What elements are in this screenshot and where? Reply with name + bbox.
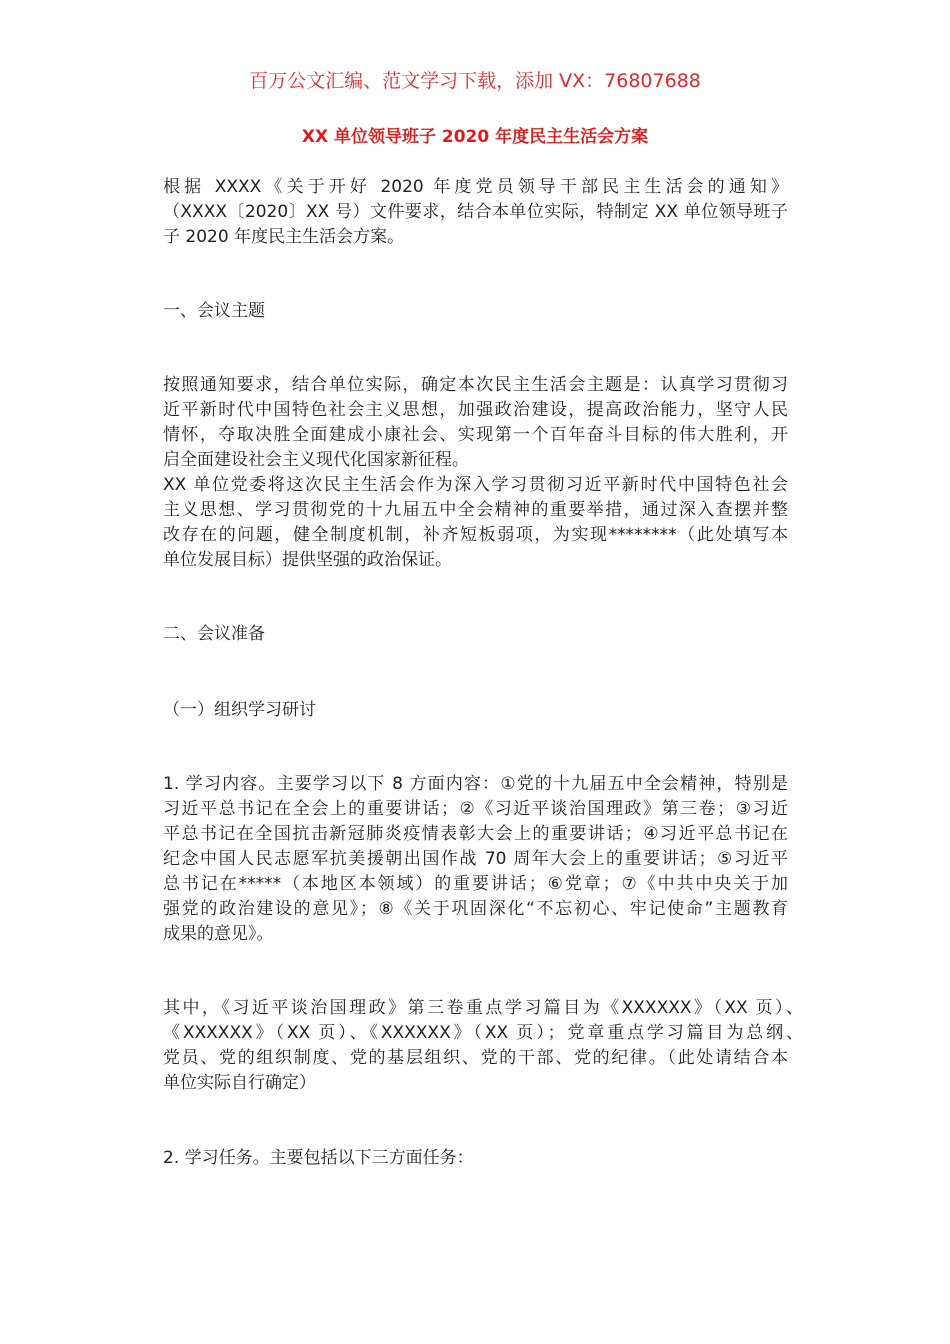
- text-line: 情怀，夺取决胜全面建成小康社会、实现第一个百年奋斗目标的伟大胜利，开: [163, 425, 788, 445]
- text-line: 1. 学习内容。主要学习以下 8 方面内容：①党的十九届五中全会精神，特别是: [163, 774, 788, 794]
- study-task-paragraph: 2. 学习任务。主要包括以下三方面任务：: [163, 1148, 474, 1168]
- text-line: 启全面建设社会主义现代化国家新征程。: [163, 450, 469, 470]
- text-line: 总书记在*****（本地区本领域）的重要讲话；⑥党章；⑦《中共中央关于加: [163, 874, 788, 894]
- document-title: XX 单位领导班子 2020 年度民主生活会方案: [301, 127, 649, 147]
- text-line: 党员、党的组织制度、党的基层组织、党的干部、党的纪律。（此处请结合本: [163, 1048, 788, 1068]
- text-line: 近平新时代中国特色社会主义思想，加强政治建设，提高政治能力，坚守人民: [163, 400, 788, 420]
- text-line: 改存在的问题，健全制度机制，补齐短板弱项，为实现********（此处填写本: [163, 525, 788, 545]
- section-heading-preparation: 二、会议准备: [163, 624, 265, 644]
- text-line: 《XXXXXX》（XX 页）、《XXXXXX》（XX 页）；党章重点学习篇目为总纲、: [163, 1023, 803, 1043]
- intro-paragraph: [163, 175, 788, 250]
- text-line: 强党的政治建设的意见》；⑧《关于巩固深化“不忘初心、牢记使命”主题教育: [163, 899, 788, 919]
- text-line: 根据 XXXX《关于开好 2020 年度党员领导干部民主生活会的通知》: [163, 177, 788, 197]
- text-line: 主义思想、学习贯彻党的十九届五中全会精神的重要举措，通过深入查摆并整: [163, 500, 788, 520]
- text-line: 单位实际自行确定）: [163, 1073, 316, 1093]
- download-banner: 百万公文汇编、范文学习下载，添加 VX：76807688: [249, 70, 701, 92]
- text-line: 成果的意见》。: [163, 924, 274, 944]
- theme-paragraph: [163, 373, 788, 573]
- subheading-study: （一）组织学习研讨: [163, 700, 316, 720]
- study-content-paragraph: [163, 772, 788, 947]
- text-line: 平总书记在全国抗击新冠肺炎疫情表彰大会上的重要讲话；④习近平总书记在: [163, 824, 788, 844]
- text-line: 按照通知要求，结合单位实际，确定本次民主生活会主题是：认真学习贯彻习: [163, 375, 788, 395]
- text-line: 习近平总书记在全会上的重要讲话；②《习近平谈治国理政》第三卷；③习近: [163, 799, 788, 819]
- text-line: 子 2020 年度民主生活会方案。: [163, 227, 405, 247]
- text-line: （XXXX〔2020〕XX 号）文件要求，结合本单位实际，特制定 XX 单位领导班子: [163, 202, 788, 222]
- text-line: 纪念中国人民志愿军抗美援朝出国作战 70 周年大会上的重要讲话；⑤习近平: [163, 849, 788, 869]
- text-line: XX 单位党委将这次民主生活会作为深入学习贯彻习近平新时代中国特色社会: [163, 475, 788, 495]
- text-line: 单位发展目标）提供坚强的政治保证。: [163, 550, 452, 570]
- text-line: 其中，《习近平谈治国理政》第三卷重点学习篇目为《XXXXXX》（XX 页）、: [163, 998, 803, 1018]
- focus-paragraph: [163, 996, 803, 1096]
- section-heading-theme: 一、会议主题: [163, 301, 265, 321]
